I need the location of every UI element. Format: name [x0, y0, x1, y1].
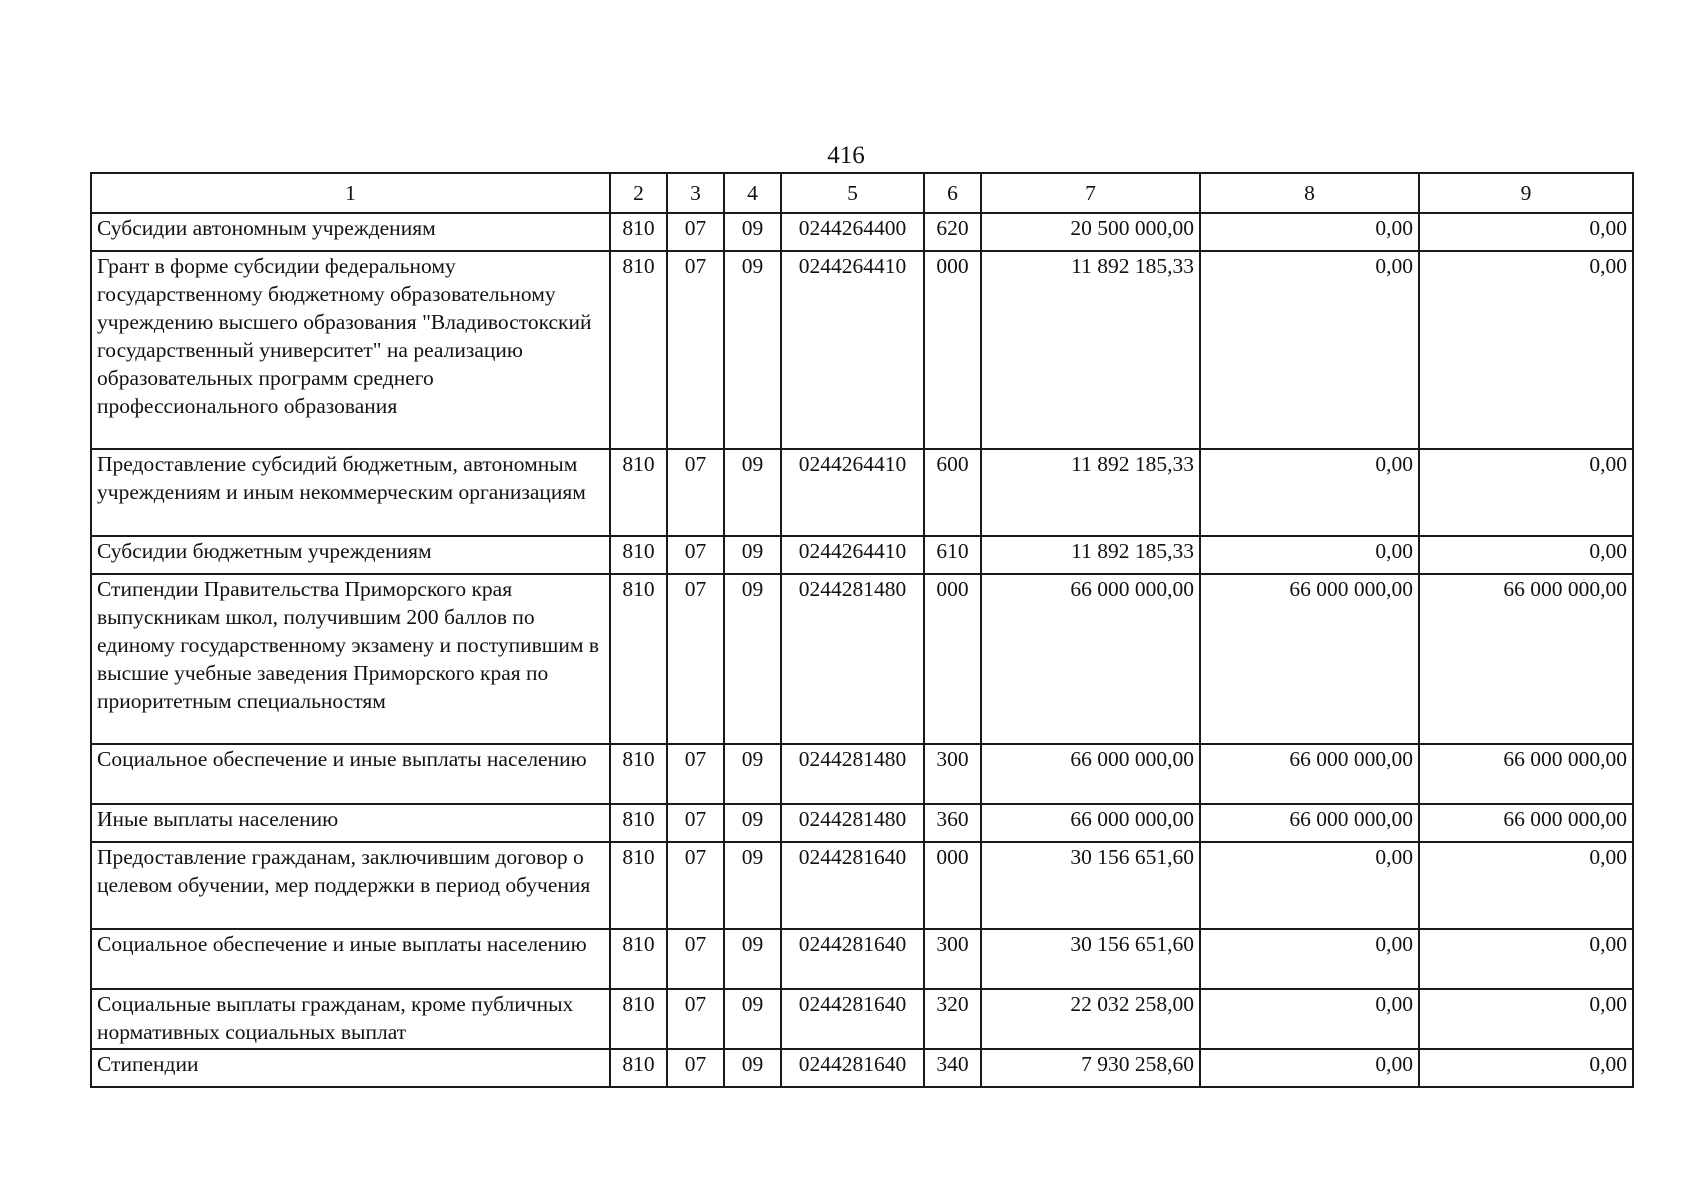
code-col-5: 0244281480: [781, 744, 924, 804]
amount-col-9: 0,00: [1419, 1049, 1633, 1087]
amount-col-7: 11 892 185,33: [981, 449, 1200, 536]
code-col-6: 620: [924, 213, 981, 251]
code-col-3: 07: [667, 1049, 724, 1087]
amount-col-8: 0,00: [1200, 929, 1419, 989]
code-col-5: 0244281480: [781, 804, 924, 842]
row-name: Социальное обеспечение и иные выплаты населению: [91, 744, 610, 804]
column-header-4: 4: [724, 173, 781, 213]
code-col-4: 09: [724, 842, 781, 929]
column-header-6: 6: [924, 173, 981, 213]
code-col-2: 810: [610, 536, 667, 574]
code-col-6: 000: [924, 842, 981, 929]
row-name: Стипендии: [91, 1049, 610, 1087]
code-col-5: 0244281640: [781, 989, 924, 1049]
code-col-3: 07: [667, 804, 724, 842]
code-col-2: 810: [610, 213, 667, 251]
code-col-5: 0244281640: [781, 842, 924, 929]
column-header-5: 5: [781, 173, 924, 213]
code-col-6: 320: [924, 989, 981, 1049]
header-row: [91, 173, 1633, 213]
amount-col-7: 66 000 000,00: [981, 744, 1200, 804]
amount-col-7: 30 156 651,60: [981, 929, 1200, 989]
code-col-6: 300: [924, 929, 981, 989]
table-row: [91, 1049, 1633, 1087]
code-col-3: 07: [667, 574, 724, 744]
code-col-4: 09: [724, 536, 781, 574]
amount-col-8: 66 000 000,00: [1200, 744, 1419, 804]
amount-col-8: 0,00: [1200, 536, 1419, 574]
amount-col-9: 66 000 000,00: [1419, 804, 1633, 842]
table-row: [91, 213, 1633, 251]
table-row: [91, 929, 1633, 989]
row-name: Грант в форме субсидии федеральному государственному бюджетному образовательному учреждению высшего образования "Владивостокский государственный университет" на реализацию образовательных программ среднего профессионального образования: [91, 251, 610, 449]
code-col-2: 810: [610, 1049, 667, 1087]
code-col-4: 09: [724, 929, 781, 989]
code-col-5: 0244264400: [781, 213, 924, 251]
amount-col-9: 0,00: [1419, 536, 1633, 574]
code-col-6: 360: [924, 804, 981, 842]
code-col-6: 600: [924, 449, 981, 536]
amount-col-7: 20 500 000,00: [981, 213, 1200, 251]
table-row: [91, 449, 1633, 536]
amount-col-7: 11 892 185,33: [981, 536, 1200, 574]
column-header-7: 7: [981, 173, 1200, 213]
code-col-5: 0244281640: [781, 1049, 924, 1087]
code-col-2: 810: [610, 574, 667, 744]
table-row: [91, 536, 1633, 574]
amount-col-8: 0,00: [1200, 989, 1419, 1049]
amount-col-9: 0,00: [1419, 449, 1633, 536]
code-col-2: 810: [610, 449, 667, 536]
code-col-4: 09: [724, 213, 781, 251]
page-number: 416: [827, 142, 865, 169]
amount-col-8: 0,00: [1200, 449, 1419, 536]
code-col-6: 610: [924, 536, 981, 574]
column-header-2: 2: [610, 173, 667, 213]
code-col-5: 0244264410: [781, 536, 924, 574]
budget-table: [90, 172, 1634, 1088]
table-row: [91, 804, 1633, 842]
code-col-5: 0244264410: [781, 449, 924, 536]
amount-col-7: 11 892 185,33: [981, 251, 1200, 449]
amount-col-8: 0,00: [1200, 842, 1419, 929]
code-col-4: 09: [724, 574, 781, 744]
code-col-2: 810: [610, 744, 667, 804]
row-name: Стипендии Правительства Приморского края выпускникам школ, получившим 200 баллов по единому государственному экзамену и поступившим в высшие учебные заведения Приморского края по приоритетным специальностям: [91, 574, 610, 744]
code-col-6: 000: [924, 574, 981, 744]
amount-col-9: 0,00: [1419, 251, 1633, 449]
table-row: [91, 251, 1633, 449]
code-col-3: 07: [667, 536, 724, 574]
code-col-5: 0244281480: [781, 574, 924, 744]
amount-col-8: 66 000 000,00: [1200, 804, 1419, 842]
amount-col-9: 66 000 000,00: [1419, 574, 1633, 744]
amount-col-9: 66 000 000,00: [1419, 744, 1633, 804]
row-name: Социальное обеспечение и иные выплаты населению: [91, 929, 610, 989]
code-col-3: 07: [667, 213, 724, 251]
row-name: Предоставление гражданам, заключившим договор о целевом обучении, мер поддержки в период обучения: [91, 842, 610, 929]
code-col-3: 07: [667, 744, 724, 804]
code-col-3: 07: [667, 251, 724, 449]
code-col-6: 300: [924, 744, 981, 804]
table-row: [91, 744, 1633, 804]
amount-col-7: 66 000 000,00: [981, 804, 1200, 842]
code-col-5: 0244281640: [781, 929, 924, 989]
table-row: [91, 574, 1633, 744]
column-header-1: 1: [91, 173, 610, 213]
code-col-4: 09: [724, 744, 781, 804]
code-col-3: 07: [667, 929, 724, 989]
code-col-4: 09: [724, 449, 781, 536]
table-row: [91, 842, 1633, 929]
amount-col-9: 0,00: [1419, 989, 1633, 1049]
code-col-2: 810: [610, 989, 667, 1049]
code-col-4: 09: [724, 1049, 781, 1087]
column-header-8: 8: [1200, 173, 1419, 213]
row-name: Предоставление субсидий бюджетным, автономным учреждениям и иным некоммерческим организациям: [91, 449, 610, 536]
amount-col-8: 0,00: [1200, 213, 1419, 251]
amount-col-9: 0,00: [1419, 842, 1633, 929]
code-col-6: 340: [924, 1049, 981, 1087]
code-col-2: 810: [610, 251, 667, 449]
code-col-5: 0244264410: [781, 251, 924, 449]
column-header-9: 9: [1419, 173, 1633, 213]
amount-col-7: 30 156 651,60: [981, 842, 1200, 929]
row-name: Субсидии бюджетным учреждениям: [91, 536, 610, 574]
amount-col-9: 0,00: [1419, 929, 1633, 989]
row-name: Иные выплаты населению: [91, 804, 610, 842]
code-col-4: 09: [724, 804, 781, 842]
amount-col-8: 0,00: [1200, 1049, 1419, 1087]
column-header-3: 3: [667, 173, 724, 213]
code-col-3: 07: [667, 989, 724, 1049]
code-col-4: 09: [724, 251, 781, 449]
code-col-3: 07: [667, 449, 724, 536]
table-row: [91, 989, 1633, 1049]
amount-col-7: 22 032 258,00: [981, 989, 1200, 1049]
amount-col-7: 66 000 000,00: [981, 574, 1200, 744]
row-name: Субсидии автономным учреждениям: [91, 213, 610, 251]
code-col-4: 09: [724, 989, 781, 1049]
amount-col-9: 0,00: [1419, 213, 1633, 251]
row-name: Социальные выплаты гражданам, кроме публичных нормативных социальных выплат: [91, 989, 610, 1049]
amount-col-8: 66 000 000,00: [1200, 574, 1419, 744]
code-col-2: 810: [610, 842, 667, 929]
code-col-6: 000: [924, 251, 981, 449]
amount-col-7: 7 930 258,60: [981, 1049, 1200, 1087]
amount-col-8: 0,00: [1200, 251, 1419, 449]
code-col-2: 810: [610, 804, 667, 842]
code-col-3: 07: [667, 842, 724, 929]
code-col-2: 810: [610, 929, 667, 989]
